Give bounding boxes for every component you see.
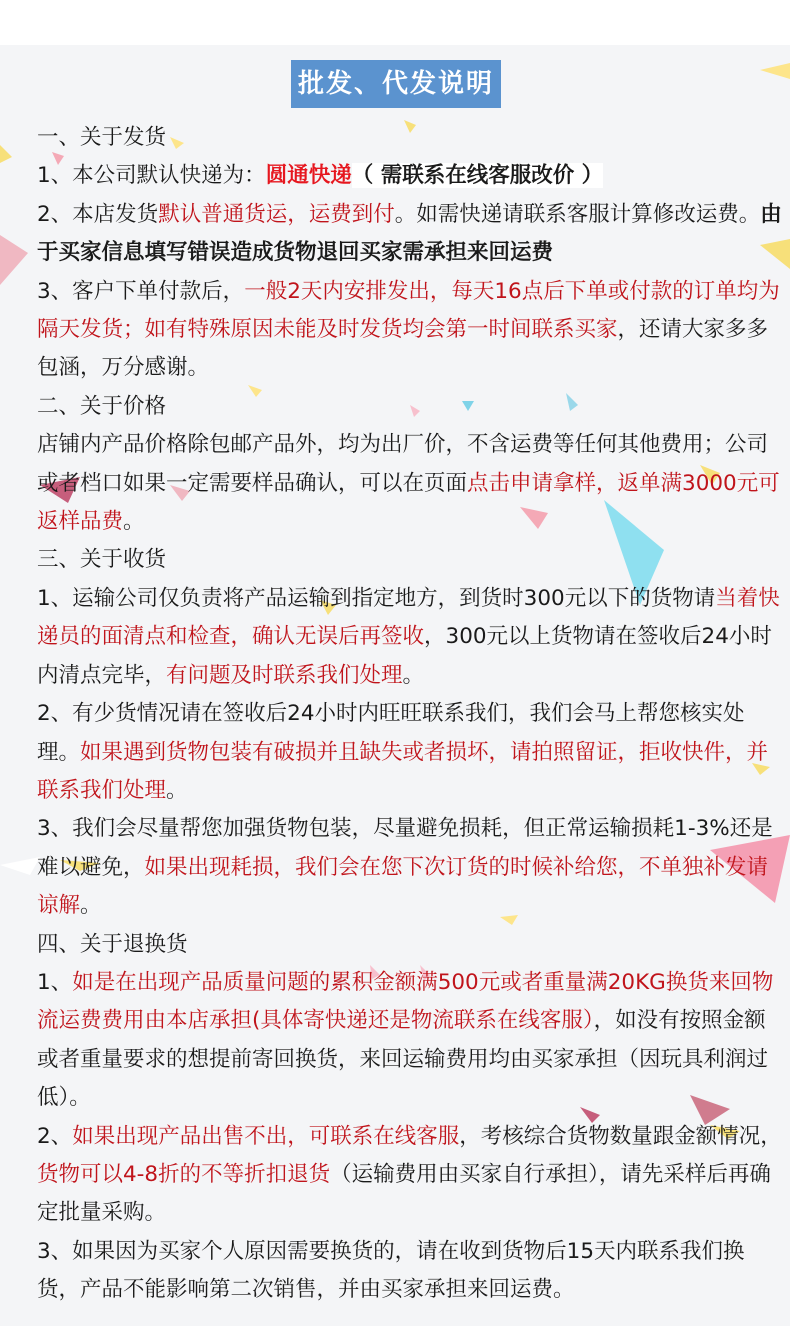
page-background <box>0 45 790 1326</box>
paragraph-text: 。 <box>123 509 145 535</box>
paragraph-text: 2、有少货情况请在签收后24小时内旺旺联系我们，我们会马上帮您核实处理。 <box>37 701 745 765</box>
highlight-text: 如果出现耗损，我们会在您下次订货的时候补给您，不单独补发请谅解 <box>37 854 769 919</box>
paragraph-text: 1、本公司默认快递为： <box>37 163 266 189</box>
paragraph-text: ，还请大家多多包涵，万分感谢。 <box>37 317 769 381</box>
paragraph <box>37 810 782 925</box>
highlight-text: 货物可以4-8折的不等折扣退货 <box>37 1161 331 1187</box>
paragraph <box>37 273 782 388</box>
paragraph-text: 1、运输公司仅负责将产品运输到指定地方，到货时300元以下的货物请 <box>37 585 716 611</box>
paragraph-text: ，考核综合货物数量跟金额情况， <box>459 1123 782 1149</box>
paragraph-text: 3、如果因为买家个人原因需要换货的，请在收到货物后15天内联系我们换货，产品不能影响第二次销售，并由买家承担来回运费。 <box>37 1238 745 1303</box>
content-body <box>37 119 782 1310</box>
highlight-text: 如是在出现产品质量问题的累积金额满500元或者重量满20KG换货来回物流运费费用由本店承担(具体寄快递还是物流联系在线客服） <box>37 969 774 1034</box>
paragraph-text: 。 <box>166 777 188 803</box>
paragraph-text: 3、客户下单付款后， <box>37 278 245 304</box>
highlight-text: 点击申请拿样，返单满3000元可返样品费 <box>37 470 780 535</box>
paragraph-text: 店铺内产品价格除包邮产品外，均为出厂价，不含运费等任何其他费用；公司或者档口如果一定需要样品确认，可以在页面 <box>37 432 769 496</box>
highlight-text: 如果出现产品出售不出，可联系在线客服 <box>72 1123 460 1149</box>
paragraph-text: 3、我们会尽量帮您加强货物包装，尽量避免损耗，但正常运输损耗1-3%还是难以避免， <box>37 816 773 880</box>
section-heading-price: 二、关于价格 <box>37 393 167 419</box>
section-heading-receiving: 三、关于收货 <box>37 547 167 573</box>
paragraph-text: 。如需快递请联系客服计算修改运费。 <box>394 201 761 227</box>
paragraph-text: 2、本店发货 <box>37 201 159 227</box>
confetti-shape <box>0 857 40 875</box>
highlight-text: 如果遇到货物包装有破损并且缺失或者损坏，请拍照留证，拒收快件，并联系我们处理 <box>37 739 769 803</box>
paragraph <box>37 964 782 1118</box>
paragraph-text: 。 <box>80 893 102 919</box>
bold-text: 由于买家信息填写错误造成货物退回买家需承担来回运费 <box>37 201 782 266</box>
paragraph <box>37 1233 782 1310</box>
paragraph-text: ，如没有按照金额或者重量要求的想提前寄回换货，来回运输费用均由买家承担（因玩具利润过低）。 <box>37 1008 769 1111</box>
section-heading-returns: 四、关于退换货 <box>37 931 188 957</box>
paragraph-text: （运输费用由买家自行承担），请先采样后再确定批量采购。 <box>37 1161 771 1226</box>
highlight-text: 圆通快递 <box>265 163 352 189</box>
confetti-shape <box>0 235 28 285</box>
paragraph <box>37 695 782 810</box>
confetti-shape <box>760 63 790 79</box>
highlight-text: 一般2天内安排发出，每天16点后下单或付款的订单均为隔天发货；如有特殊原因未能及时发货均会第一时间联系买家 <box>37 278 780 343</box>
paragraph-text: 2、 <box>37 1123 73 1149</box>
section-heading-shipping: 一、关于发货 <box>37 125 167 150</box>
paragraph-text: 。 <box>402 662 425 688</box>
paragraph <box>37 426 782 541</box>
paragraph-text: ，300元以上货物请在签收后24小时内清点完毕， <box>37 624 772 688</box>
paragraph <box>37 196 782 273</box>
paragraph-text: 1、 <box>37 969 73 995</box>
highlight-text: 有问题及时联系我们处理 <box>166 662 403 688</box>
highlight-text: 当着快递员的面清点和检查，确认无误后再签收 <box>37 585 780 650</box>
paragraph <box>37 157 782 195</box>
confetti-shape <box>0 145 12 163</box>
page-title: 批发、代发说明 <box>291 60 501 108</box>
highlight-text: 默认普通货运，运费到付 <box>158 201 395 227</box>
paragraph <box>37 580 782 695</box>
paragraph <box>37 1118 782 1233</box>
paragraph-text: （ 需联系在线客服改价 ） <box>351 163 604 189</box>
